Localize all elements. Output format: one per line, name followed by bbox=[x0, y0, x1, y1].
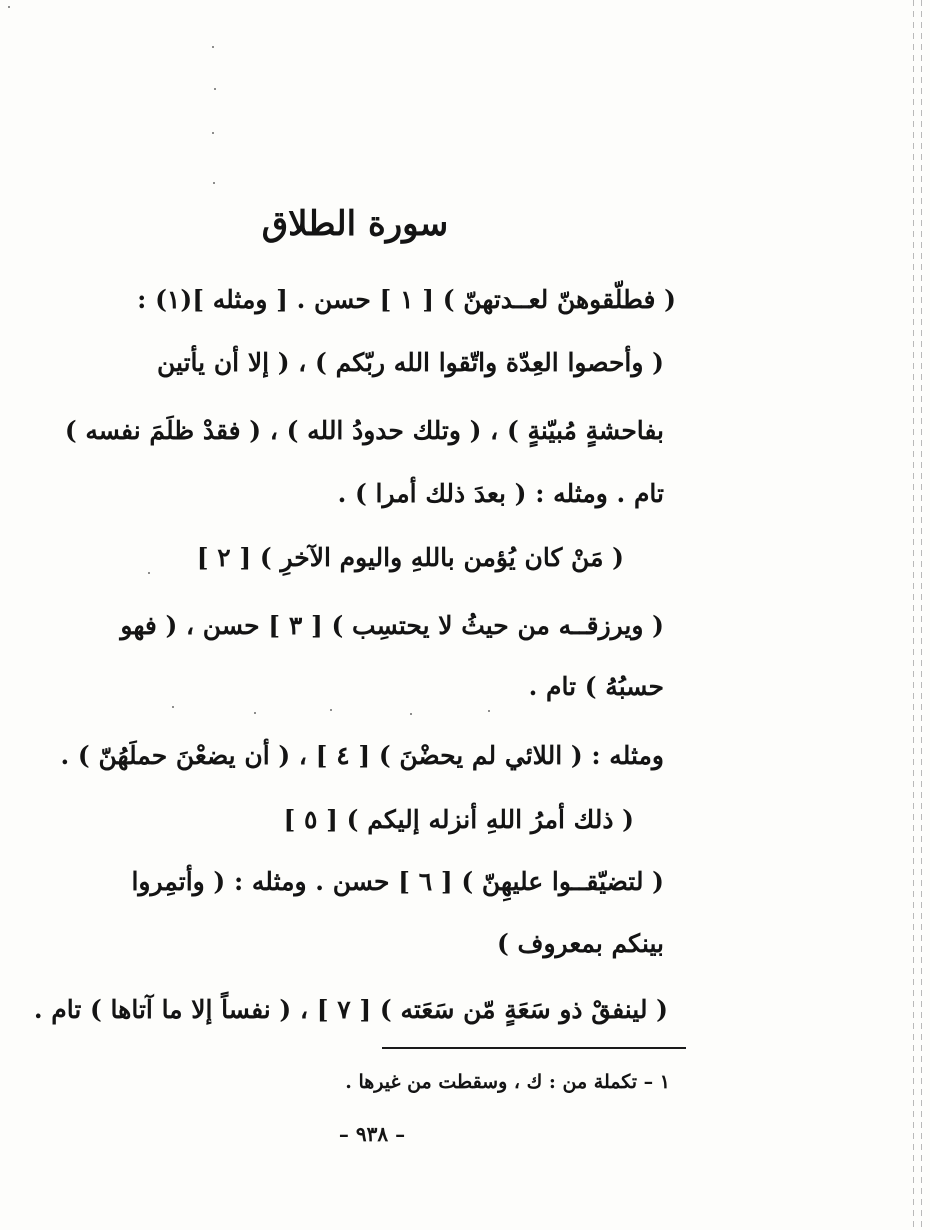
text-line-2: ( وأحصوا العِدّة واتّقوا الله ربّكم ) ، ( إلا أن يأتين bbox=[157, 348, 664, 377]
surah-title: سورة الطلاق bbox=[261, 204, 449, 244]
text-line-1: ( فطلّقوهنّ لعــدتهنّ ) [ ١ ] حسن . [ ومثله ](١) : bbox=[137, 285, 676, 314]
scan-edge-line bbox=[913, 0, 914, 1230]
text-line-6: ( ويرزقــه من حيثُ لا يحتسِب ) [ ٣ ] حسن ، ( فهو bbox=[120, 611, 664, 640]
footnote: ١ – تكملة من : ك ، وسقطت من غيرها . bbox=[345, 1071, 670, 1093]
footnote-separator bbox=[382, 1047, 686, 1049]
text-line-11: بينكم بمعروف ) bbox=[497, 929, 664, 958]
scan-speck bbox=[148, 572, 150, 574]
text-line-12: ( لينفقْ ذو سَعَةٍ مّن سَعَته ) [ ٧ ] ، ( نفساً إلا ما آتاها ) تام . bbox=[33, 995, 668, 1024]
scan-speck bbox=[214, 88, 216, 90]
scan-speck bbox=[254, 712, 256, 714]
scan-speck bbox=[212, 46, 214, 48]
text-line-8: ومثله : ( اللائي لم يحضْنَ ) [ ٤ ] ، ( أن يضعْنَ حملَهُنّ ) . bbox=[60, 741, 664, 770]
scan-speck bbox=[330, 709, 332, 711]
page-number: – ٩٣٨ – bbox=[338, 1122, 406, 1146]
scan-speck bbox=[488, 710, 490, 712]
scan-speck bbox=[172, 706, 174, 708]
text-line-4: تام . ومثله : ( بعدَ ذلك أمرا ) . bbox=[337, 479, 664, 508]
scan-speck bbox=[212, 132, 214, 134]
text-line-9: ( ذلك أمرُ اللهِ أنزله إليكم ) [ ٥ ] bbox=[283, 805, 634, 834]
text-line-3: بفاحشةٍ مُبيّنةٍ ) ، ( وتلك حدودُ الله ) ، ( فقدْ ظلَمَ نفسه ) bbox=[64, 416, 664, 445]
scan-speck bbox=[410, 713, 412, 715]
scan-speck bbox=[213, 182, 215, 184]
text-line-5: ( مَنْ كان يُؤمن باللهِ واليوم الآخرِ ) [ ٢ ] bbox=[196, 543, 624, 572]
text-line-7: حسبُهُ ) تام . bbox=[528, 672, 664, 701]
scan-edge-line bbox=[921, 0, 922, 1230]
text-line-10: ( لتضيّقــوا عليهِنّ ) [ ٦ ] حسن . ومثله : ( وأتمِروا bbox=[131, 867, 664, 896]
scan-speck bbox=[8, 6, 10, 8]
